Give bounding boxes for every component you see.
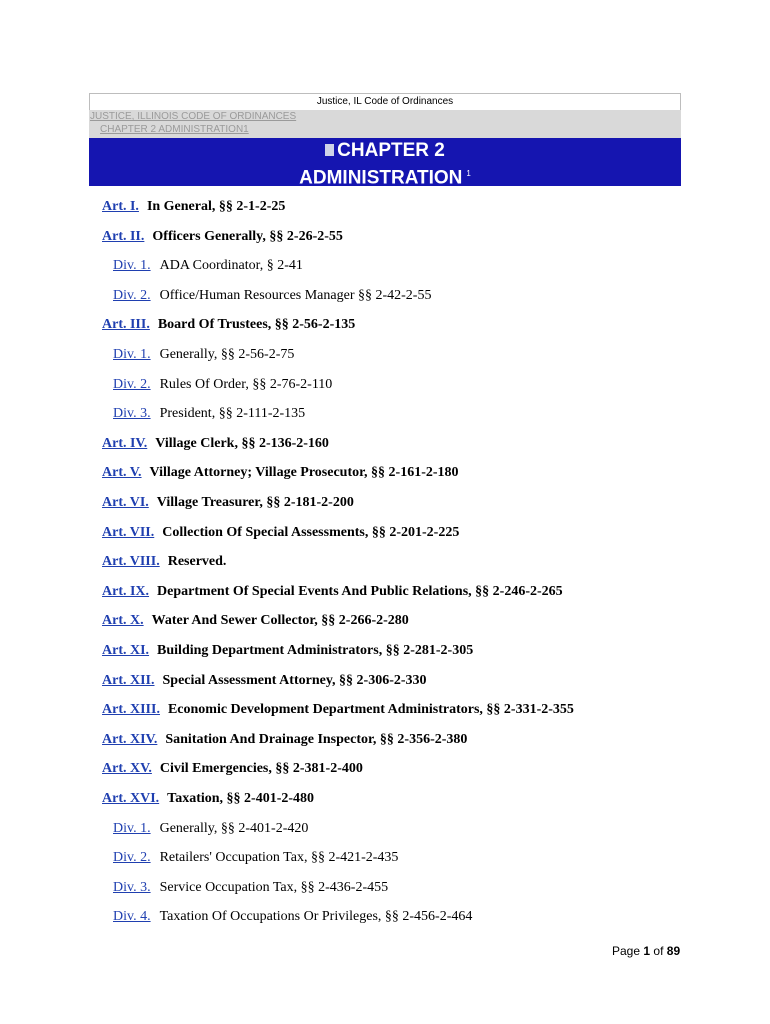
toc-entry-title: Retailers' Occupation Tax, §§ 2-421-2-435 [159, 850, 399, 865]
chapter-title-banner [89, 138, 681, 189]
chapter-number: CHAPTER 2 [337, 140, 445, 161]
toc-entry-title: Generally, §§ 2-401-2-420 [159, 821, 309, 836]
article-link[interactable]: Art. X. [102, 613, 144, 628]
toc-entry-title: Civil Emergencies, §§ 2-381-2-400 [159, 761, 363, 776]
toc-entry-title: Office/Human Resources Manager §§ 2-42-2-55 [159, 288, 432, 303]
article-link[interactable]: Art. XII. [102, 673, 155, 688]
toc-entry-title: ADA Coordinator, § 2-41 [159, 258, 303, 273]
toc-entry-title: Board Of Trustees, §§ 2-56-2-135 [157, 317, 356, 332]
division-link[interactable]: Div. 2. [113, 850, 151, 865]
toc-division-row [113, 850, 398, 866]
breadcrumb [89, 110, 681, 138]
article-link[interactable]: Art. XI. [102, 643, 150, 658]
document-header-title: Justice, IL Code of Ordinances [89, 93, 681, 111]
toc-entry-title: Taxation Of Occupations Or Privileges, §§ 2-456-2-464 [159, 909, 473, 924]
toc-division-row [113, 347, 294, 363]
toc-article-row [102, 643, 473, 659]
toc-article-row [102, 554, 226, 570]
toc-article-row [102, 229, 343, 245]
toc-division-row [113, 821, 308, 837]
toc-entry-title: Reserved. [167, 554, 227, 569]
article-link[interactable]: Art. II. [102, 229, 145, 244]
toc-entry-title: Collection Of Special Assessments, §§ 2-201-2-225 [162, 525, 460, 540]
toc-entry-title: Village Attorney; Village Prosecutor, §§ 2-161-2-180 [149, 465, 459, 480]
division-link[interactable]: Div. 4. [113, 909, 151, 924]
article-link[interactable]: Art. VI. [102, 495, 149, 510]
footnote-link[interactable]: 1 [466, 169, 471, 178]
toc-article-row [102, 317, 355, 333]
division-link[interactable]: Div. 2. [113, 288, 151, 303]
division-link[interactable]: Div. 1. [113, 821, 151, 836]
toc-article-row [102, 673, 427, 689]
breadcrumb-code-of-ordinances[interactable]: JUSTICE, ILLINOIS CODE OF ORDINANCES [90, 111, 297, 122]
toc-entry-title: Taxation, §§ 2-401-2-480 [167, 791, 315, 806]
toc-entry-title: Village Clerk, §§ 2-136-2-160 [155, 436, 329, 451]
division-link[interactable]: Div. 3. [113, 880, 151, 895]
article-link[interactable]: Art. I. [102, 199, 139, 214]
toc-article-row [102, 584, 563, 600]
division-link[interactable]: Div. 1. [113, 347, 151, 362]
division-link[interactable]: Div. 3. [113, 406, 151, 421]
toc-entry-title: Rules Of Order, §§ 2-76-2-110 [159, 377, 333, 392]
toc-article-row [102, 199, 285, 215]
toc-division-row [113, 258, 303, 274]
toc-entry-title: Special Assessment Attorney, §§ 2-306-2-330 [162, 673, 427, 688]
toc-entry-title: President, §§ 2-111-2-135 [159, 406, 306, 421]
division-link[interactable]: Div. 2. [113, 377, 151, 392]
chapter-name: ADMINISTRATION [299, 167, 463, 189]
toc-entry-title: Economic Development Department Administrators, §§ 2-331-2-355 [167, 702, 574, 717]
toc-entry-title: Generally, §§ 2-56-2-75 [159, 347, 295, 362]
toc-entry-title: In General, §§ 2-1-2-25 [146, 199, 286, 214]
toc-entry-title: Sanitation And Drainage Inspector, §§ 2-356-2-380 [165, 732, 468, 747]
toc-division-row [113, 909, 472, 925]
toc-entry-title: Department Of Special Events And Public Relations, §§ 2-246-2-265 [157, 584, 563, 599]
toc-division-row [113, 288, 431, 304]
toc-entry-title: Building Department Administrators, §§ 2-281-2-305 [157, 643, 474, 658]
article-link[interactable]: Art. VII. [102, 525, 155, 540]
article-link[interactable]: Art. IV. [102, 436, 148, 451]
article-link[interactable]: Art. V. [102, 465, 142, 480]
toc-article-row [102, 791, 314, 807]
toc-article-row [102, 495, 354, 511]
toc-division-row [113, 406, 305, 422]
toc-article-row [102, 761, 363, 777]
article-link[interactable]: Art. VIII. [102, 554, 160, 569]
article-link[interactable]: Art. III. [102, 317, 150, 332]
article-link[interactable]: Art. XVI. [102, 791, 160, 806]
toc-entry-title: Water And Sewer Collector, §§ 2-266-2-280 [151, 613, 409, 628]
toc-entry-title: Service Occupation Tax, §§ 2-436-2-455 [159, 880, 389, 895]
article-link[interactable]: Art. XIV. [102, 732, 158, 747]
toc-division-row [113, 880, 388, 896]
page-number: Page 1 of 89 [612, 944, 681, 958]
toc-entry-title: Officers Generally, §§ 2-26-2-55 [152, 229, 343, 244]
toc-article-row [102, 732, 467, 748]
article-link[interactable]: Art. IX. [102, 584, 150, 599]
toc-article-row [102, 465, 459, 481]
toc-division-row [113, 377, 332, 393]
toc-article-row [102, 525, 459, 541]
toc-article-row [102, 702, 574, 718]
bookmark-icon [325, 144, 334, 156]
article-link[interactable]: Art. XIII. [102, 702, 160, 717]
division-link[interactable]: Div. 1. [113, 258, 151, 273]
article-link[interactable]: Art. XV. [102, 761, 152, 776]
toc-entry-title: Village Treasurer, §§ 2-181-2-200 [156, 495, 354, 510]
breadcrumb-chapter-2[interactable]: CHAPTER 2 ADMINISTRATION1 [100, 124, 249, 135]
toc-article-row [102, 436, 329, 452]
toc-article-row [102, 613, 409, 629]
